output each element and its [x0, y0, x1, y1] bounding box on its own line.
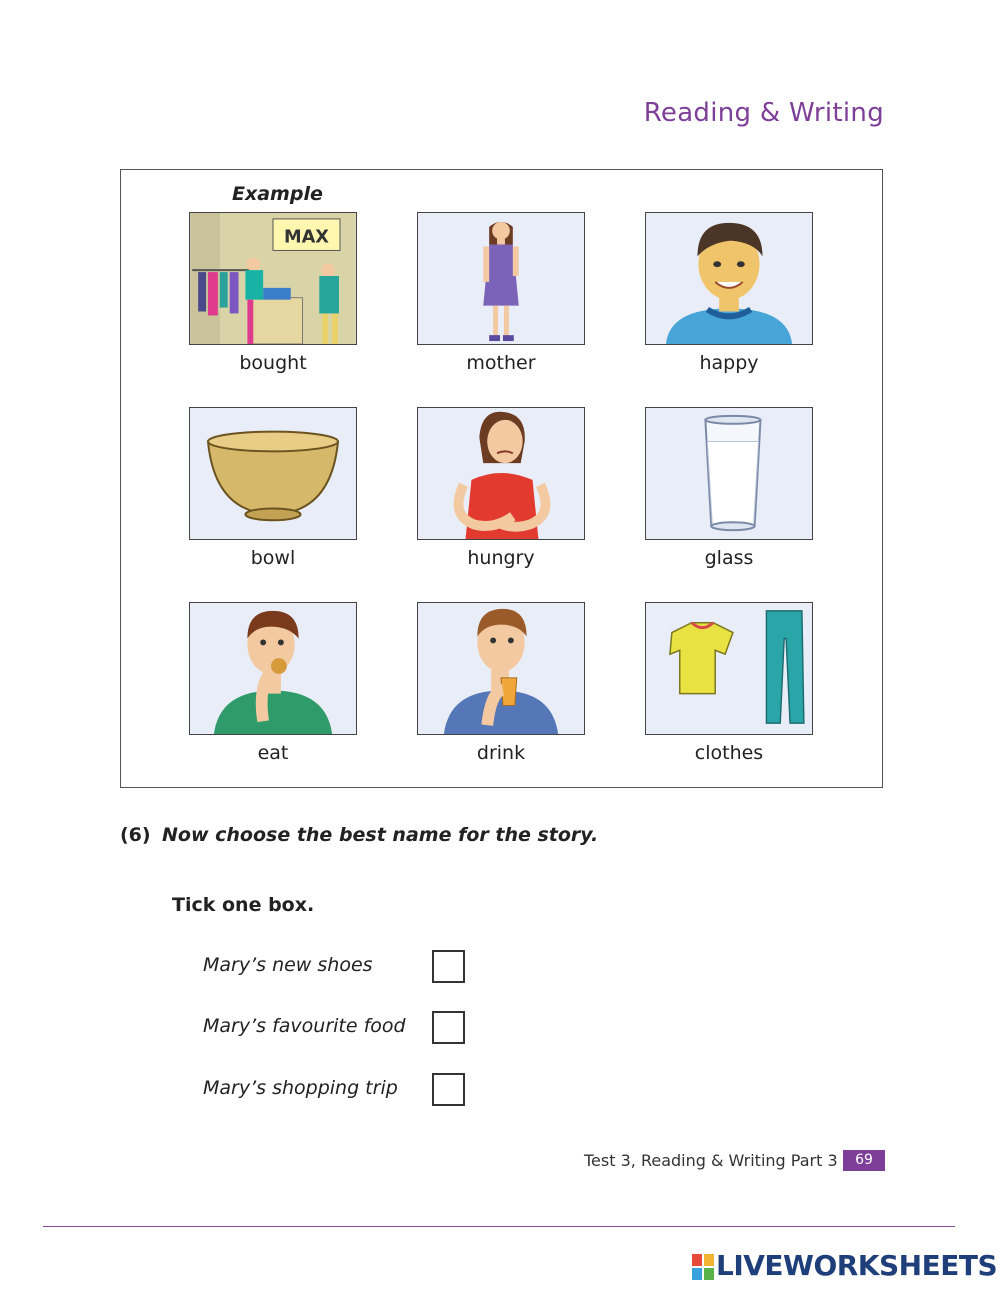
page-number: 69	[843, 1150, 885, 1171]
word-label: mother	[466, 352, 536, 374]
instruction-text: Tick one box.	[172, 894, 315, 916]
woman-standing-icon	[417, 212, 585, 345]
word-label: glass	[704, 547, 754, 569]
liveworksheets-logo-icon	[692, 1254, 714, 1280]
word-label: bought	[239, 352, 307, 374]
clothes-icon	[645, 602, 813, 735]
question-number: (6)	[120, 824, 151, 846]
smiling-boy-icon	[645, 212, 813, 345]
word-label: drink	[476, 742, 526, 764]
shop-scene-icon	[189, 212, 357, 345]
example-label: Example	[232, 183, 323, 205]
boy-eating-icon	[189, 602, 357, 735]
option-label: Mary’s favourite food	[203, 1015, 406, 1037]
word-label: bowl	[250, 547, 296, 569]
option-label: Mary’s new shoes	[203, 954, 373, 976]
word-label: hungry	[467, 547, 535, 569]
hungry-girl-icon	[417, 407, 585, 540]
glass-of-milk-icon	[645, 407, 813, 540]
brand-name[interactable]: LIVEWORKSHEETS	[716, 1249, 998, 1282]
footer-text: Test 3, Reading & Writing Part 3	[584, 1151, 838, 1170]
shop-sign-text: MAX	[283, 227, 329, 248]
word-label: eat	[257, 742, 289, 764]
option-checkbox[interactable]	[432, 1073, 465, 1106]
option-checkbox[interactable]	[432, 950, 465, 983]
question-text: Now choose the best name for the story.	[162, 824, 599, 846]
bowl-icon	[189, 407, 357, 540]
boy-drinking-icon	[417, 602, 585, 735]
section-title: Reading & Writing	[643, 98, 884, 128]
option-checkbox[interactable]	[432, 1011, 465, 1044]
option-label: Mary’s shopping trip	[203, 1077, 398, 1099]
divider	[43, 1226, 955, 1227]
word-label: clothes	[694, 742, 764, 764]
word-label: happy	[699, 352, 759, 374]
